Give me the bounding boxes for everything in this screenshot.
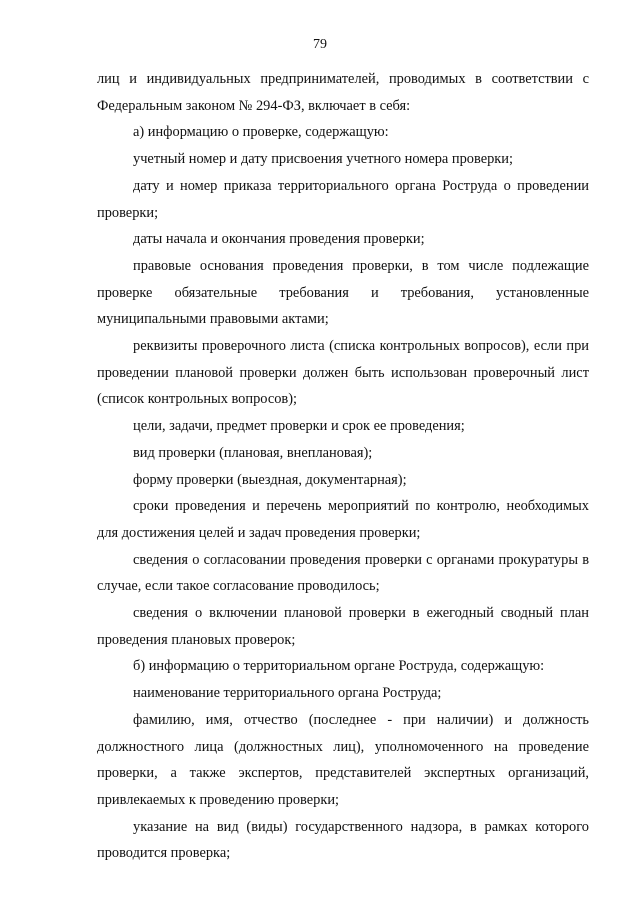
paragraph-checklist: реквизиты проверочного листа (списка контрольных вопросов), если при проведении плановой проверки должен быть использован проверочный лист (список контрольных вопросов); [97,338,589,408]
paragraph-prosecutor-approval: сведения о согласовании проведения проверки с органами прокуратуры в случае, если такое согласование проводилось; [97,551,589,595]
document-body [97,66,589,867]
paragraph-intro: лиц и индивидуальных предпринимателей, проводимых в соответствии с Федеральным законом № 294-ФЗ, включает в себя: [97,71,589,114]
paragraph-legal-grounds: правовые основания проведения проверки, в том числе подлежащие проверке обязательные требования и требования, установленные муниципальными правовыми актами; [97,257,589,328]
paragraph-check-type: вид проверки (плановая, внеплановая); [133,444,373,461]
page-number: 79 [313,37,327,52]
paragraph-start-end-dates: даты начала и окончания проведения проверки; [133,231,425,248]
paragraph-check-form: форму проверки (выездная, документарная); [133,471,407,488]
paragraph-account-number: учетный номер и дату присвоения учетного номера проверки; [133,151,513,168]
paragraph-annual-plan: сведения о включении плановой проверки в ежегодный сводный план проведения плановых проверок; [97,605,589,648]
paragraph-order-date: дату и номер приказа территориального органа Роструда о проведении проверки; [97,177,589,221]
paragraph-terms: сроки проведения и перечень мероприятий по контролю, необходимых для достижения целей и задач проведения проверки; [97,498,589,541]
paragraph-supervision-type: указание на вид (виды) государственного надзора, в рамках которого проводится проверка; [97,818,589,862]
paragraph-officials: фамилию, имя, отчество (последнее - при наличии) и должность должностного лица (должностных лиц), уполномоченного на проведение проверки, а также экспертов, представителей экспертных организаций, привлекаемых к проведению проверки; [97,711,589,808]
paragraph-item-b: б) информацию о территориальном органе Роструда, содержащую: [133,658,545,675]
paragraph-authority-name: наименование территориального органа Роструда; [133,685,442,702]
paragraph-goals: цели, задачи, предмет проверки и срок ее проведения; [133,418,465,435]
paragraph-item-a: а) информацию о проверке, содержащую: [133,124,389,141]
